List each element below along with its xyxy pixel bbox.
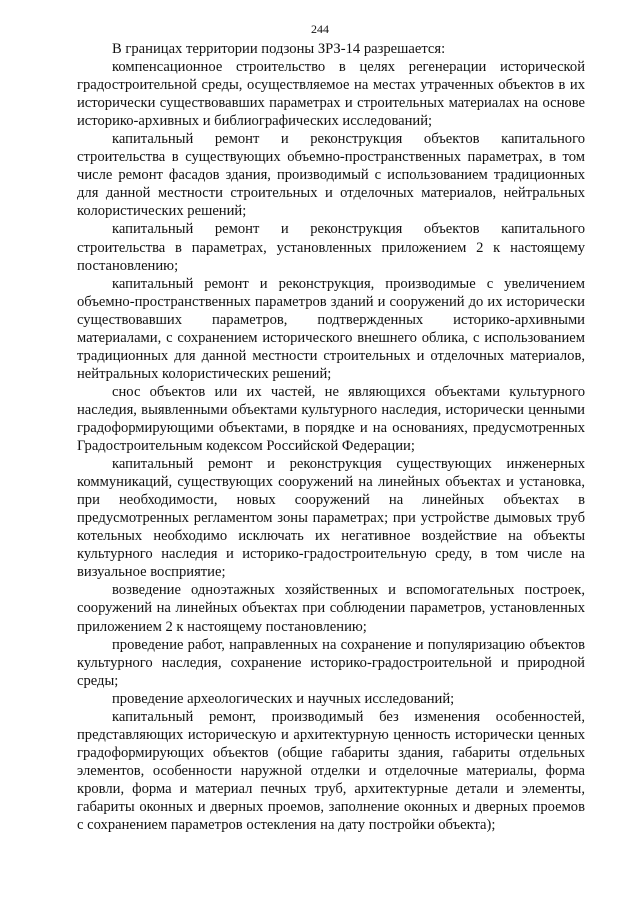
paragraph-repair-appendix-parameters: капитальный ремонт и реконструкция объектов капитального строительства в параметрах, установленных приложением 2 к настоящему постановлению;	[77, 221, 585, 274]
paragraph-heritage-preservation: проведение работ, направленных на сохранение и популяризацию объектов культурного наследия, сохранение историко-градостроительной и природной среды;	[77, 636, 585, 689]
paragraph-repair-without-changes: капитальный ремонт, производимый без изменения особенностей, представляющих историческую и архитектурную ценность исторически ценных градоформирующих объектов (общие габариты здания, габариты отдельных элементов, особенности наружной отделки и отделочные материалы, форма кровли, форма и материал печных труб, архитектурные детали и элементы, габариты оконных и дверных проемов, заполнение оконных и дверных проемов с сохранением параметров остекления на дату постройки объекта);	[77, 708, 585, 834]
page-number: 244	[311, 22, 329, 36]
section-heading: В границах территории подзоны ЗРЗ-14 разрешается:	[112, 41, 446, 57]
paragraph-repair-existing-parameters: капитальный ремонт и реконструкция объектов капитального строительства в существующих объемно-пространственных параметрах, в том числе ремонт фасадов здания, производимый с использованием традиционных для данной местности строительных и отделочных материалов, нейтральных колористических решений;	[77, 131, 585, 220]
paragraph-archaeological-research: проведение археологических и научных исследований;	[112, 690, 455, 707]
paragraph-utilities-repair: капитальный ремонт и реконструкция существующих инженерных коммуникаций, существующих сооружений на линейных объектах и установка, при необходимости, новых сооружений на линейных объектах в предусмотренных регламентом зоны параметрах; при устройстве дымовых труб котельных необходимо исключать их негативное воздействие на объекты культурного наследия и историко-градостроительную среду, в том числе на визуальное восприятие;	[77, 456, 585, 581]
paragraph-outbuildings: возведение одноэтажных хозяйственных и вспомогательных построек, сооружений на линейных объектах при соблюдении параметров, установленных приложением 2 к настоящему постановлению;	[77, 582, 585, 635]
paragraph-demolition: снос объектов или их частей, не являющихся объектами культурного наследия, выявленными объектами культурного наследия, исторически ценными градоформирующими объектами, в порядке и на основаниях, предусмотренных Градостроительным кодексом Российской Федерации;	[77, 383, 585, 455]
document-body	[77, 40, 585, 834]
paragraph-compensatory-construction: компенсационное строительство в целях регенерации исторической градостроительной среды, осуществляемое на местах утраченных объектов в их исторически существовавших параметрах и строительных материалах на основе историко-архивных и библиографических исследований;	[77, 59, 585, 130]
paragraph-repair-with-increase: капитальный ремонт и реконструкция, производимые с увеличением объемно-пространственных параметров зданий и сооружений до их исторически существовавших параметров, подтвержденных историко-архивными материалами, с сохранением исторического внешнего облика, с использованием традиционных для данной местности строительных и отделочных материалов, нейтральных колористических решений;	[77, 275, 585, 382]
